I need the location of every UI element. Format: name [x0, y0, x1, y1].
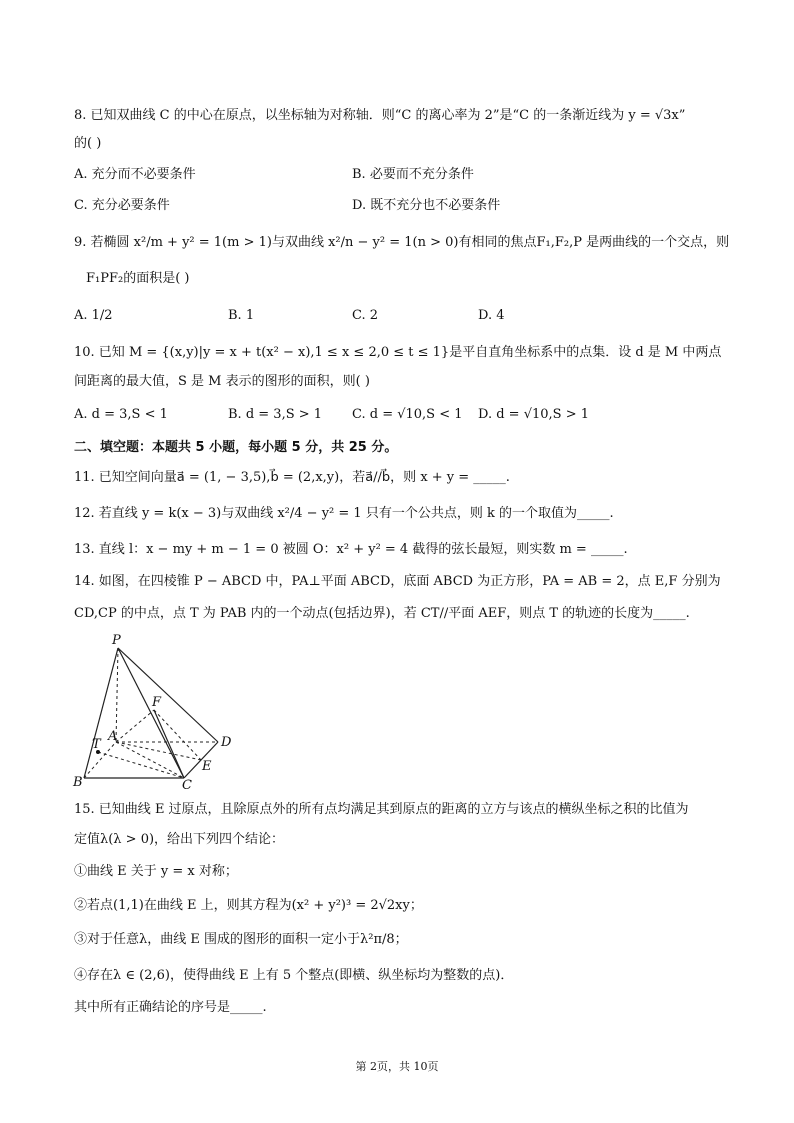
q14-line1: 14. 如图，在四棱锥 P − ABCD 中，PA⊥平面 ABCD，底面 ABCD 为正方形，PA = AB = 2，点 E,F 分别为: [74, 574, 721, 589]
q11: 11. 已知空间向量a⃗ = (1, − 3,5),b⃗ = (2,x,y)，若a⃗//b⃗，则 x + y = _____.: [74, 470, 510, 485]
q10-option-c: C. d = √10,S < 1: [352, 407, 463, 422]
page-footer: 第 2页，共 10页: [355, 1060, 439, 1073]
q10-option-d: D. d = √10,S > 1: [478, 407, 589, 422]
q9-option-b: B. 1: [228, 308, 255, 323]
q10-option-b: B. d = 3,S > 1: [228, 407, 323, 422]
figure-label-f: F: [152, 695, 162, 710]
figure-label-a: A: [108, 729, 118, 744]
q10-line1: 10. 已知 M = {(x,y)|y = x + t(x² − x),1 ≤ x ≤ 2,0 ≤ t ≤ 1}是平自直角坐标系中的点集．设 d 是 M 中两点: [74, 345, 722, 360]
q15-item-4: ④存在λ ∈ (2,6)，使得曲线 E 上有 5 个整点(即横、纵坐标均为整数的点)．: [74, 968, 514, 983]
q15-item-1: ①曲线 E 关于 y = x 对称；: [74, 864, 238, 879]
q8-option-d: D. 既不充分也不必要条件: [352, 198, 501, 213]
figure-label-p: P: [112, 633, 121, 648]
figure-label-b: B: [73, 775, 83, 790]
pyramid-figure: [70, 630, 250, 790]
q8-line2: 的( ): [74, 136, 102, 151]
q8-option-b: B. 必要而不充分条件: [352, 167, 474, 182]
q9-option-a: A. 1/2: [74, 308, 113, 323]
q15-ending: 其中所有正确结论的序号是_____.: [74, 1000, 267, 1015]
q9-line1: 9. 若椭圆 x²/m + y² = 1(m > 1)与双曲线 x²/n − y² = 1(n > 0)有相同的焦点F₁,F₂,P 是两曲线的一个交点，则: [74, 235, 730, 250]
q13: 13. 直线 l：x − my + m − 1 = 0 被圆 O：x² + y² = 4 截得的弦长最短，则实数 m = _____.: [74, 542, 628, 557]
q12: 12. 若直线 y = k(x − 3)与双曲线 x²/4 − y² = 1 只有一个公共点，则 k 的一个取值为_____.: [74, 506, 614, 521]
q8-option-a: A. 充分而不必要条件: [74, 167, 196, 182]
q10-option-a: A. d = 3,S < 1: [74, 407, 168, 422]
q15-item-2: ②若点(1,1)在曲线 E 上，则其方程为(x² + y²)³ = 2√2xy；: [74, 898, 423, 913]
q14-line2: CD,CP 的中点，点 T 为 PAB 内的一个动点(包括边界)，若 CT//平面 AEF，则点 T 的轨迹的长度为_____.: [74, 606, 690, 621]
q15-item-3: ③对于任意λ，曲线 E 围成的图形的面积一定小于λ²π/8；: [74, 932, 408, 947]
q8-option-c: C. 充分必要条件: [74, 198, 170, 213]
q15-line2: 定值λ(λ > 0)，给出下列四个结论：: [74, 832, 285, 847]
q10-line2: 间距离的最大值，S 是 M 表示的图形的面积，则( ): [74, 374, 370, 389]
q9-option-d: D. 4: [478, 308, 505, 323]
q15-line1: 15. 已知曲线 E 过原点，且除原点外的所有点均满足其到原点的距离的立方与该点的横纵坐标之积的比值为: [74, 802, 689, 817]
q8-line1: 8. 已知双曲线 C 的中心在原点，以坐标轴为对称轴．则“C 的离心率为 2”是“C 的一条渐近线为 y = √3x”: [74, 108, 686, 123]
figure-label-d: D: [221, 735, 232, 750]
q9-option-c: C. 2: [352, 308, 379, 323]
figure-label-t: T: [92, 737, 101, 752]
section-heading: 二、填空题：本题共 5 小题，每小题 5 分，共 25 分。: [74, 440, 398, 455]
figure-label-c: C: [182, 778, 192, 790]
figure-label-e: E: [202, 759, 212, 774]
q9-line2: F₁PF₂的面积是( ): [86, 271, 190, 286]
